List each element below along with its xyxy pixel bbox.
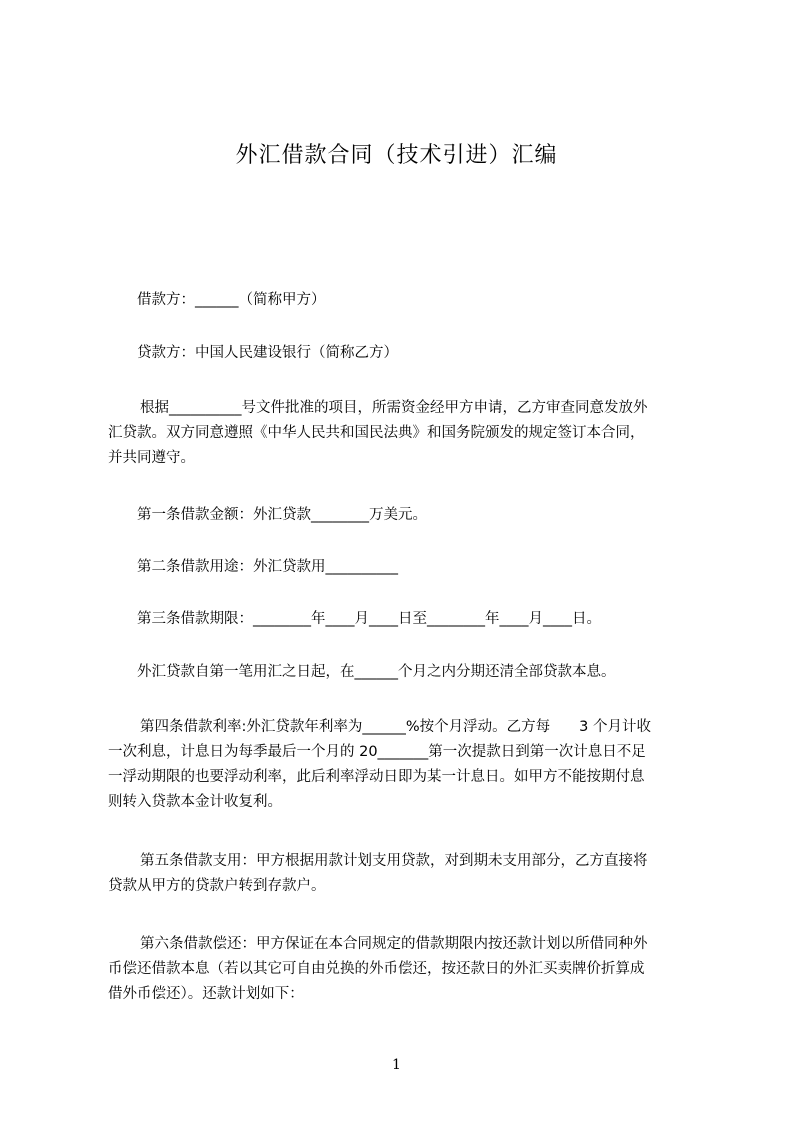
article-5-paragraph bbox=[108, 849, 708, 899]
article-6-line: 第六条借款偿还：甲方保证在本合同规定的借款期限内按还款计划以所借同种外 bbox=[140, 936, 648, 952]
page-number: 1 bbox=[392, 1057, 401, 1073]
article-4-line: 则转入贷款本金计收复利。 bbox=[108, 794, 282, 810]
borrower-line: 借款方：______（简称甲方） bbox=[137, 292, 326, 308]
article-6-paragraph bbox=[108, 932, 708, 1007]
preamble-line: 并共同遵守。 bbox=[108, 450, 195, 466]
article-4-line: 第四条借款利率:外汇贷款年利率为______%按个月浮动。乙方每 3 个月计收 bbox=[140, 719, 651, 735]
article-6-line: 借外币偿还）。还款计划如下： bbox=[108, 986, 304, 1002]
document-title: 外汇借款合同（技术引进）汇编 bbox=[235, 143, 558, 168]
article-4-line: 一次利息，计息日为每季最后一个月的 20_______第一次提款日到第一次计息日不足 bbox=[108, 744, 646, 760]
lender-line: 贷款方：中国人民建设银行（简称乙方） bbox=[137, 345, 398, 361]
article-6-line: 币偿还借款本息（若以其它可自由兑换的外币偿还，按还款日的外汇买卖牌价折算成 bbox=[108, 961, 645, 977]
article-1: 第一条借款金额：外汇贷款________万美元。 bbox=[137, 507, 427, 523]
article-2: 第二条借款用途：外汇贷款用__________ bbox=[137, 559, 398, 575]
article-4-line: 一浮动期限的也要浮动利率，此后利率浮动日即为某一计息日。如甲方不能按期付息 bbox=[108, 769, 645, 785]
article-3: 第三条借款期限：________年____月____日至________年____月____日。 bbox=[137, 611, 601, 627]
article-5-line: 第五条借款支用：甲方根据用款计划支用贷款，对到期未支用部分，乙方直接将 bbox=[140, 853, 648, 869]
article-4-paragraph bbox=[108, 715, 708, 815]
preamble-line: 根据__________号文件批准的项目，所需资金经甲方申请，乙方审查同意发放外 bbox=[140, 400, 648, 416]
preamble-line: 汇贷款。双方同意遵照《中华人民共和国民法典》和国务院颁发的规定签订本合同， bbox=[108, 425, 645, 441]
preamble-paragraph bbox=[108, 396, 708, 471]
article-3-note: 外汇贷款自第一笔用汇之日起，在______个月之内分期还清全部贷款本息。 bbox=[137, 664, 616, 680]
article-5-line: 贷款从甲方的贷款户转到存款户。 bbox=[108, 878, 326, 894]
